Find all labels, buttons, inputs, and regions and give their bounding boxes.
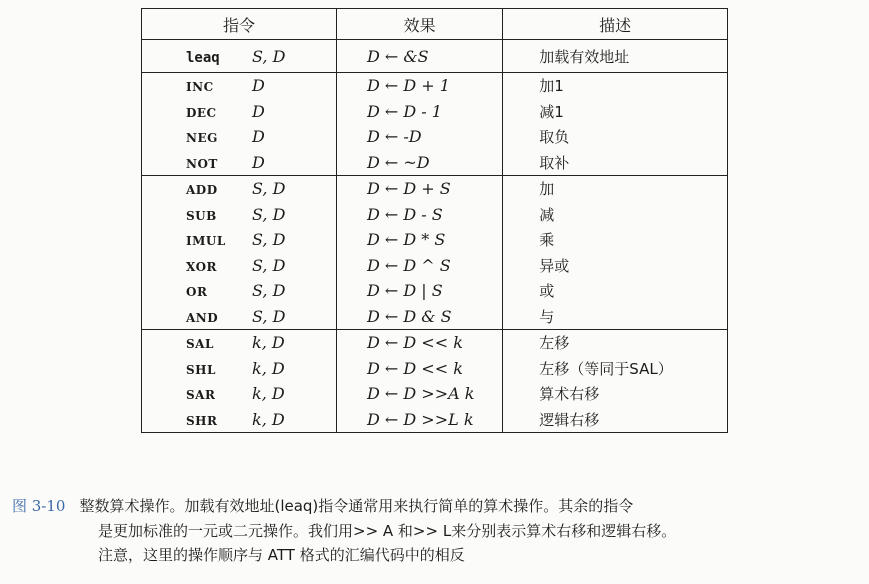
table-row	[142, 253, 728, 279]
operands: D	[252, 101, 265, 121]
opcode: leaq	[186, 49, 220, 66]
operands: S, D	[252, 204, 286, 224]
table-row	[142, 150, 728, 176]
effect-cell: D ← D - 1	[336, 99, 502, 125]
opcode: IMUL	[186, 234, 226, 249]
description-cell: 逻辑右移	[503, 407, 728, 433]
opcode: AND	[186, 310, 219, 325]
table-row	[142, 227, 728, 253]
description-cell: 乘	[503, 227, 728, 253]
table-row	[142, 202, 728, 228]
operands: k, D	[252, 333, 285, 353]
table-row	[142, 278, 728, 304]
effect-cell: D ← -D	[336, 124, 502, 150]
instruction-cell	[142, 124, 337, 150]
opcode: SHL	[186, 362, 216, 377]
header-instruction: 指令	[142, 9, 337, 40]
effect-cell: D ← D << k	[336, 356, 502, 382]
table-row	[142, 381, 728, 407]
instruction-cell	[142, 407, 337, 433]
operands: S, D	[252, 281, 286, 301]
operands: k, D	[252, 358, 285, 378]
effect-cell: D ← &S	[336, 40, 502, 73]
table-row	[142, 124, 728, 150]
opcode: NOT	[186, 156, 218, 171]
operands: k, D	[252, 384, 285, 404]
description-cell: 左移（等同于SAL）	[503, 356, 728, 382]
table-row	[142, 356, 728, 382]
table-row	[142, 40, 728, 73]
opcode: INC	[186, 80, 214, 95]
operands: S, D	[252, 46, 286, 66]
effect-cell: D ← D + S	[336, 176, 502, 202]
operands: D	[252, 76, 265, 96]
operands: D	[252, 152, 265, 172]
effect-cell: D ← D >>A k	[336, 381, 502, 407]
effect-cell: D ← D >>L k	[336, 407, 502, 433]
table-row	[142, 304, 728, 330]
instruction-cell	[142, 73, 337, 99]
description-cell: 算术右移	[503, 381, 728, 407]
opcode: SUB	[186, 208, 217, 223]
caption-line-1	[12, 497, 633, 515]
instruction-cell	[142, 381, 337, 407]
instruction-cell	[142, 253, 337, 279]
description-cell: 减	[503, 202, 728, 228]
table-row	[142, 73, 728, 99]
instruction-cell	[142, 99, 337, 125]
instruction-cell	[142, 227, 337, 253]
description-cell: 取补	[503, 150, 728, 176]
table-row	[142, 99, 728, 125]
opcode: DEC	[186, 105, 217, 120]
operands: D	[252, 127, 265, 147]
instruction-cell	[142, 40, 337, 73]
caption-text-1: 整数算术操作。加载有效地址(leaq)指令通常用来执行简单的算术操作。其余的指令	[79, 497, 634, 515]
operands: S, D	[252, 179, 286, 199]
description-cell: 异或	[503, 253, 728, 279]
instruction-cell	[142, 176, 337, 202]
figure-caption	[12, 494, 862, 568]
operands: S, D	[252, 230, 286, 250]
opcode: OR	[186, 285, 208, 300]
description-cell: 左移	[503, 330, 728, 356]
description-cell: 取负	[503, 124, 728, 150]
caption-line-2: 是更加标准的一元或二元操作。我们用>> A 和>> L来分别表示算术右移和逻辑右移。	[98, 521, 677, 540]
caption-line-3: 注意，这里的操作顺序与 ATT 格式的汇编代码中的相反	[98, 546, 465, 564]
opcode: SHR	[186, 413, 218, 428]
opcode: NEG	[186, 131, 218, 146]
description-cell: 加1	[503, 73, 728, 99]
opcode: ADD	[186, 183, 218, 198]
effect-cell: D ← D ^ S	[336, 253, 502, 279]
table-row	[142, 407, 728, 433]
effect-cell: D ← D * S	[336, 227, 502, 253]
description-cell: 或	[503, 278, 728, 304]
operands: k, D	[252, 409, 285, 429]
table-row	[142, 330, 728, 356]
table-row	[142, 176, 728, 202]
header-description: 描述	[503, 9, 728, 40]
opcode: SAL	[186, 337, 214, 352]
instruction-cell	[142, 202, 337, 228]
table-body	[142, 40, 728, 433]
description-cell: 减1	[503, 99, 728, 125]
opcode: SAR	[186, 388, 216, 403]
instruction-cell	[142, 330, 337, 356]
effect-cell: D ← D << k	[336, 330, 502, 356]
description-cell: 加载有效地址	[503, 40, 728, 73]
figure-label: 图 3-10	[12, 497, 66, 515]
effect-cell: D ← D + 1	[336, 73, 502, 99]
operands: S, D	[252, 306, 286, 326]
description-cell: 与	[503, 304, 728, 330]
instruction-table	[141, 8, 728, 433]
instruction-cell	[142, 356, 337, 382]
effect-cell: D ← ~D	[336, 150, 502, 176]
instruction-cell	[142, 150, 337, 176]
opcode: XOR	[186, 259, 218, 274]
instruction-cell	[142, 304, 337, 330]
operands: S, D	[252, 255, 286, 275]
effect-cell: D ← D - S	[336, 202, 502, 228]
effect-cell: D ← D & S	[336, 304, 502, 330]
header-effect: 效果	[336, 9, 502, 40]
description-cell: 加	[503, 176, 728, 202]
effect-cell: D ← D | S	[336, 278, 502, 304]
instruction-cell	[142, 278, 337, 304]
table-header-row	[142, 9, 728, 40]
